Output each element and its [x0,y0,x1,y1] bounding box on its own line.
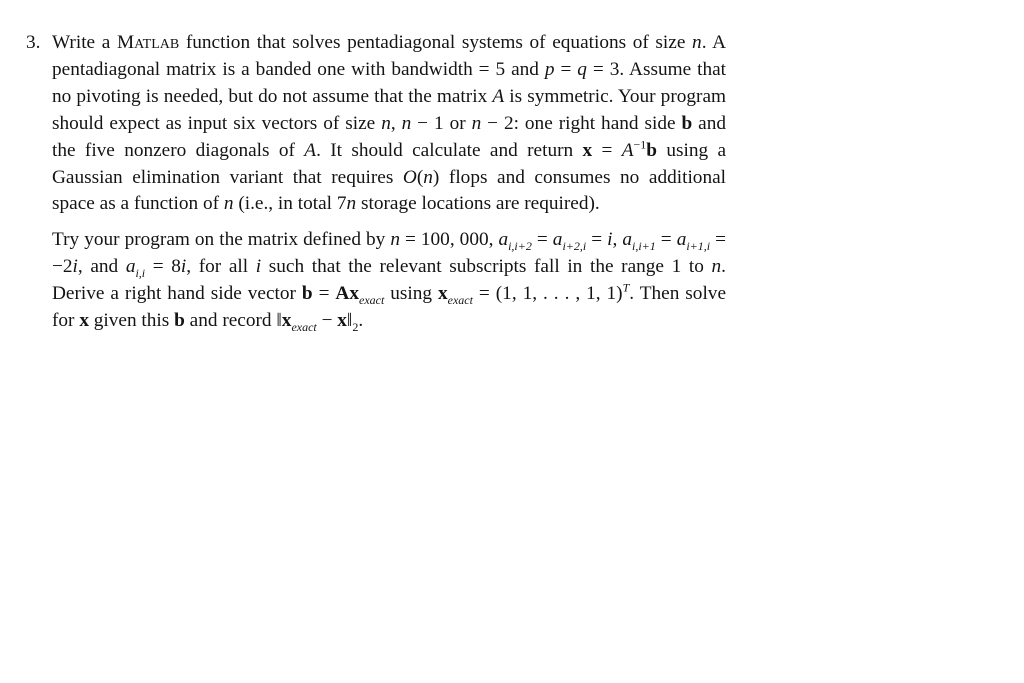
math-var: q [577,58,587,80]
math-var: n [346,193,357,215]
text-run: (i.e., in total 7 [233,193,347,215]
subscript: i,i+2 [508,239,532,254]
math-vector: b [174,310,185,332]
text-run: − 2: one right hand side [481,112,682,134]
transpose-superscript: T [622,280,630,295]
math-var: i [72,256,78,278]
text-run: , for all [186,256,256,278]
math-vector: x [582,139,593,161]
math-var: a [552,229,563,251]
text-run: ) flops and consumes no additional space as a function of [52,166,727,215]
text-run: using [384,283,439,305]
text-run: given this [88,310,175,332]
text-run: = 3. Assume that no pivoting is needed, but do not assume that the matrix [52,58,727,107]
subscript: i,i [135,266,146,281]
math-vector: x [438,283,448,305]
math-var: i [607,229,613,251]
text-run: − [316,310,338,332]
math-var: n [711,256,722,278]
math-vector: b [301,283,313,305]
text-run: , [390,112,402,134]
matlab-name: Matlab [116,32,180,53]
text-run: = [554,58,578,80]
text-run: is symmetric. Your program should expect as input six vectors of size [52,85,726,134]
text-run: and record ‖ [184,310,282,332]
text-run: = [586,229,608,251]
subscript: exact [447,293,473,308]
text-run: = [312,283,336,305]
subscript: exact [291,319,317,334]
math-var: n [471,112,482,134]
math-var: i [255,256,262,278]
math-var: n [401,112,412,134]
text-run: . Derive a right hand side vector [52,256,726,305]
math-var: i [180,256,187,278]
math-var: n [223,193,234,215]
problem-3 [26,30,726,335]
text-run: = 8 [145,256,181,278]
math-vector: Ax [335,283,359,305]
text-run: − 1 or [411,112,472,134]
text-run: such that the relevant subscripts fall in the range 1 to [261,256,712,278]
math-var: a [676,229,687,251]
text-run: = 100, 000, [399,229,499,251]
text-run: = (1, 1, . . . , 1, 1) [472,283,623,305]
norm-subscript: 2 [352,319,359,334]
problem-item [26,30,726,335]
big-o-symbol: O [402,166,417,188]
text-run: = −2 [52,229,727,278]
math-var: a [125,256,136,278]
text-run: . It should calculate and return [316,139,583,161]
math-var: p [544,58,555,80]
text-run: . A pentadiagonal matrix is a banded one with bandwidth = 5 and [52,32,726,80]
math-var: n [423,166,433,188]
text-run: = [655,229,677,251]
text-run: and the five nonzero diagonals of [52,112,726,161]
problem-statement-paragraph [52,30,726,218]
math-vector: b [681,112,693,134]
text-run: , [612,229,623,251]
text-run: = [592,139,622,161]
math-var: n [390,229,400,251]
math-var: A [621,139,634,161]
problem-test-paragraph [52,227,726,335]
text-run: ‖ [346,310,353,332]
subscript: exact [359,293,385,308]
text-run: function that solves pentadiagonal systems of equations of size [179,32,693,53]
problem-number: 3. [26,32,41,53]
text-run: Write a [52,32,117,53]
math-var: n [381,112,391,134]
text-run: using a Gaussian elimination variant that requires [52,139,726,188]
inverse-superscript: −1 [633,137,647,152]
math-var: a [622,229,632,251]
text-run: . Then solve for [52,283,726,332]
text-run: = [531,229,553,251]
math-var: A [304,139,317,161]
subscript: i,i+1 [632,239,656,254]
math-var: A [492,85,505,107]
text-run: storage locations are required). [356,193,600,215]
subscript: i+2,i [562,239,587,254]
text-run: Try your program on the matrix defined by [52,229,391,251]
math-var: a [498,229,509,251]
subscript: i+1,i [686,239,711,254]
math-var: n [692,32,702,53]
math-vector: x [337,310,347,332]
text-run: . [358,310,364,332]
text-run: ( [416,166,424,188]
text-run: , and [77,256,126,278]
math-vector: x [79,310,89,332]
math-vector: x [281,310,292,332]
math-vector: b [646,139,657,161]
